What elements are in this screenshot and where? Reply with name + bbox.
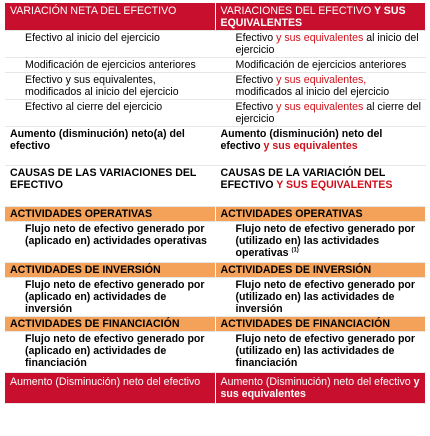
inicio-right-text-c: al inicio del ejercicio (235, 32, 419, 56)
row-inversion-flujo (5, 278, 425, 317)
row-modificados (5, 73, 425, 100)
financiacion-flow-right-text: Flujo neto de efectivo generado por (utilizado en) las actividades de financiación (235, 333, 416, 369)
cell-aumento-left (5, 127, 215, 166)
footer-right-text-b: y sus equivalentes (220, 376, 420, 400)
operativas-heading-right (215, 207, 425, 222)
cierre-right-text-a: Efectivo (235, 101, 274, 113)
financiacion-flow-left-text: Flujo neto de efectivo generado por (aplicado en) actividades de financiación (25, 333, 205, 369)
inversion-heading-left (5, 263, 215, 278)
inversion-flow-right (215, 278, 425, 317)
modificados-left-text: Efectivo y sus equivalentes, modificados al inicio del ejercicio (25, 74, 179, 98)
operativas-note-marker: (1) (291, 247, 299, 254)
footer-left (5, 373, 215, 404)
cell-inicio-right (215, 31, 425, 58)
financiacion-right-text: ACTIVIDADES DE FINANCIACIÓN (220, 318, 391, 330)
inversion-right-text: ACTIVIDADES DE INVERSIÓN (220, 264, 372, 276)
section-operativas (5, 207, 425, 222)
aumento-left-text: Aumento (disminución) neto(a) del efectivo (10, 128, 185, 152)
inicio-left-text: Efectivo al inicio del ejercicio (25, 32, 160, 44)
header-row (5, 3, 425, 31)
operativas-heading-left (5, 207, 215, 222)
financiacion-flow-left (5, 332, 215, 373)
cash-flow-comparison-table (5, 3, 426, 404)
inversion-flow-left-text: Flujo neto de efectivo generado por (aplicado en) actividades de inversión (25, 279, 205, 315)
footer-right (215, 373, 425, 404)
cell-modif-left (5, 58, 215, 73)
inicio-right-text-a: Efectivo (235, 32, 274, 44)
row-cierre (5, 100, 425, 127)
modificados-right-text-c: modificados al inicio del ejercicio (235, 86, 390, 98)
cell-modificados-left (5, 73, 215, 100)
inversion-left-text: ACTIVIDADES DE INVERSIÓN (10, 264, 161, 276)
cell-causas-right (215, 166, 425, 207)
footer-right-text-a: Aumento (Disminución) neto del efectivo (220, 376, 411, 388)
inversion-flow-left (5, 278, 215, 317)
header-left-text: VARIACIÓN NETA DEL EFECTIVO (10, 5, 177, 17)
inversion-flow-right-text: Flujo neto de efectivo generado por (utilizado en) las actividades de inversión (235, 279, 416, 315)
modificados-right-text-b: y sus equivalentes, (273, 74, 367, 86)
cell-causas-left (5, 166, 215, 207)
cell-inicio-left (5, 31, 215, 58)
financiacion-heading-right (215, 317, 425, 332)
row-modificacion (5, 58, 425, 73)
cell-cierre-left (5, 100, 215, 127)
aumento-right-text-a: Aumento (disminución) neto del efectivo (220, 128, 383, 152)
operativas-right-text: ACTIVIDADES OPERATIVAS (220, 208, 363, 220)
footer-left-text: Aumento (Disminución) neto del efectivo (10, 376, 201, 388)
operativas-flow-right-text: Flujo neto de efectivo generado por (utilizado en) las actividades operativas (235, 223, 416, 259)
financiacion-left-text: ACTIVIDADES DE FINANCIACIÓN (10, 318, 180, 330)
operativas-flow-left-text: Flujo neto de efectivo generado por (aplicado en) actividades operativas (25, 223, 207, 247)
header-right (215, 3, 425, 31)
operativas-left-text: ACTIVIDADES OPERATIVAS (10, 208, 153, 220)
header-right-text-a: VARIACIONES DEL EFECTIVO (220, 5, 372, 17)
row-aumento (5, 127, 425, 166)
cierre-right-text-b: y sus equivalentes (273, 101, 364, 113)
header-left (5, 3, 215, 31)
row-causas (5, 166, 425, 207)
causas-right-text-b: Y SUS EQUIVALENTES (273, 179, 393, 191)
inversion-heading-right (215, 263, 425, 278)
causas-left-text: CAUSAS DE LAS VARIACIONES DEL EFECTIVO (10, 167, 197, 191)
row-inicio (5, 31, 425, 58)
financiacion-flow-right (215, 332, 425, 373)
cierre-right-text-c: al cierre del ejercicio (235, 101, 421, 125)
cell-modif-right (215, 58, 425, 73)
cell-cierre-right (215, 100, 425, 127)
aumento-right-text-b: y sus equivalentes (260, 140, 358, 152)
section-financiacion (5, 317, 425, 332)
modif-right-text: Modificación de ejercicios anteriores (235, 59, 407, 71)
modificados-right-text-a: Efectivo (235, 74, 274, 86)
inicio-right-text-b: y sus equivalentes (273, 32, 364, 44)
section-inversion (5, 263, 425, 278)
cell-modificados-right (215, 73, 425, 100)
footer-row (5, 373, 425, 404)
financiacion-heading-left (5, 317, 215, 332)
modif-left-text: Modificación de ejercicios anteriores (25, 59, 196, 71)
row-financiacion-flujo (5, 332, 425, 373)
operativas-flow-left (5, 222, 215, 263)
operativas-flow-right (215, 222, 425, 263)
row-operativas-flujo (5, 222, 425, 263)
cell-aumento-right (215, 127, 425, 166)
cierre-left-text: Efectivo al cierre del ejercicio (25, 101, 163, 113)
causas-right-text-a: CAUSAS DE LA VARIACIÓN DEL EFECTIVO (220, 167, 386, 191)
header-right-text-b: Y SUS EQUIVALENTES (220, 5, 406, 29)
